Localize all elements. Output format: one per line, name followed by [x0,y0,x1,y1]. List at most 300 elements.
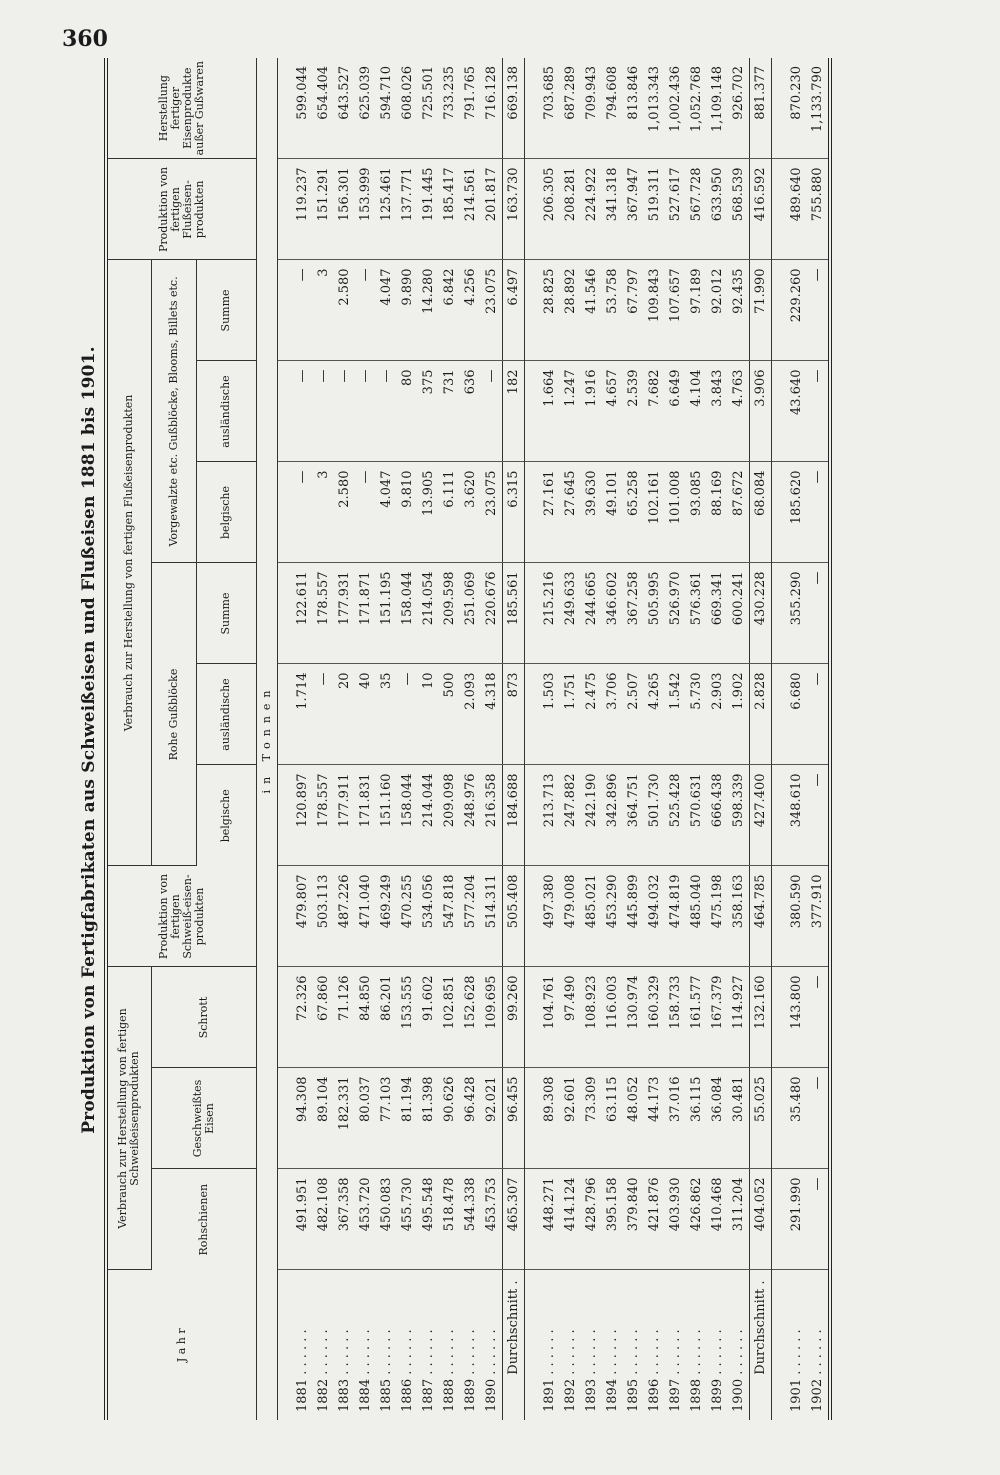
table-row [334,58,355,1420]
value-cell: 505.995 [644,563,665,664]
value-cell: 469.249 [376,866,397,967]
table-row [397,58,418,1420]
value-cell: 40 [355,664,376,765]
value-cell: 5.730 [686,664,707,765]
value-cell: 794.608 [602,58,623,159]
value-cell: 96.428 [460,1068,481,1169]
value-cell: 491.951 [292,1169,313,1270]
value-cell: 84.850 [355,967,376,1068]
value-cell: 242.190 [581,765,602,866]
value-cell: 213.713 [539,765,560,866]
year-cell: 1888 . . . . . . [441,1329,457,1412]
value-cell: — [355,260,376,361]
value-cell: 6.111 [439,462,460,563]
value-cell: 23.075 [481,260,503,361]
value-cell: 465.307 [502,1169,524,1270]
value-cell: 421.876 [644,1169,665,1270]
value-cell: 608.026 [397,58,418,159]
year-cell: 1902 . . . . . . [807,1270,830,1420]
value-cell: 4.047 [376,462,397,563]
year-cell: 1882 . . . . . . [315,1329,331,1412]
value-cell: 547.818 [439,866,460,967]
table-row [665,58,686,1420]
header-ingots: Rohe Gußblöcke [151,563,196,866]
value-cell: 341.318 [602,159,623,260]
value-cell: 36.084 [707,1068,728,1169]
value-cell: 495.548 [418,1169,439,1270]
value-cell: 633.950 [707,159,728,260]
value-cell: 470.255 [397,866,418,967]
table-row [623,58,644,1420]
value-cell: — [481,361,503,462]
year-cell: 1884 . . . . . . [357,1329,373,1412]
value-cell: 80 [397,361,418,462]
value-cell: 107.657 [665,260,686,361]
value-cell: 380.590 [786,866,807,967]
value-cell: 514.311 [481,866,503,967]
year-cell: 1887 . . . . . . [420,1329,436,1412]
value-cell: 143.800 [786,967,807,1068]
value-cell: 156.301 [334,159,355,260]
value-cell: 185.620 [786,462,807,563]
value-cell: 114.927 [728,967,750,1068]
value-cell: 77.103 [376,1068,397,1169]
year-cell: Durchschnitt . [749,1270,771,1420]
value-cell: 416.592 [749,159,771,260]
value-cell: 1,052.768 [686,58,707,159]
table-row [581,58,602,1420]
value-cell: 101.008 [665,462,686,563]
value-cell: 125.461 [376,159,397,260]
value-cell: 3.706 [602,664,623,765]
table-row [728,58,750,1420]
header-year: J a h r [106,1270,256,1420]
value-cell: — [807,967,830,1068]
value-cell: 600.241 [728,563,750,664]
value-cell: — [807,664,830,765]
value-cell: 6.649 [665,361,686,462]
value-cell: 3.906 [749,361,771,462]
value-cell: 881.377 [749,58,771,159]
year-cell: 1893 . . . . . . [583,1329,599,1412]
value-cell: 81.398 [418,1068,439,1169]
value-cell: 14.280 [418,260,439,361]
value-cell: 428.796 [581,1169,602,1270]
value-cell: 395.158 [602,1169,623,1270]
value-cell: 403.930 [665,1169,686,1270]
value-cell: 216.358 [481,765,503,866]
value-cell: 191.445 [418,159,439,260]
value-cell: 1.916 [581,361,602,462]
value-cell: 88.169 [707,462,728,563]
value-cell: 7.682 [644,361,665,462]
value-cell: 2.580 [334,462,355,563]
value-cell: — [292,260,313,361]
value-cell: 151.195 [376,563,397,664]
value-cell: 427.400 [749,765,771,866]
value-cell: 224.922 [581,159,602,260]
value-cell: 544.338 [460,1169,481,1270]
year-cell: 1896 . . . . . . [646,1329,662,1412]
value-cell: 49.101 [602,462,623,563]
table-row [786,58,807,1420]
value-cell: 4.318 [481,664,503,765]
value-cell: — [313,664,334,765]
value-cell: 594.710 [376,58,397,159]
value-cell: 503.113 [313,866,334,967]
year-cell: 1899 . . . . . . [709,1329,725,1412]
year-cell: 1898 . . . . . . [688,1329,704,1412]
value-cell: 1.503 [539,664,560,765]
value-cell: 599.044 [292,58,313,159]
table-row [292,58,313,1420]
header-prod-weld: Produktion von fertigen Schweiß-eisen-produkten [106,866,256,967]
value-cell: — [355,361,376,462]
value-cell: 63.115 [602,1068,623,1169]
header-prod-flux: Produktion von fertigen Flußeisen-produkten [106,159,256,260]
value-cell: 755.880 [807,159,830,260]
value-cell: 525.428 [665,765,686,866]
value-cell: — [807,260,830,361]
value-cell: 55.025 [749,1068,771,1169]
value-cell: 163.730 [502,159,524,260]
value-cell: 120.897 [292,765,313,866]
value-cell: 177.911 [334,765,355,866]
value-cell: 160.329 [644,967,665,1068]
value-cell: 4.763 [728,361,750,462]
value-cell: 501.730 [644,765,665,866]
value-cell: 72.326 [292,967,313,1068]
header-group-weld: Verbrauch zur Herstellung von fertigen Schweißeisenprodukten [106,967,151,1270]
value-cell: 208.281 [560,159,581,260]
value-cell: 455.730 [397,1169,418,1270]
value-cell: 23.075 [481,462,503,563]
value-cell: 636 [460,361,481,462]
value-cell: 505.408 [502,866,524,967]
value-cell: 3.620 [460,462,481,563]
year-cell: 1901 . . . . . . [788,1329,804,1412]
value-cell: 526.970 [665,563,686,664]
value-cell: 9.810 [397,462,418,563]
table-row [481,58,503,1420]
value-cell: 93.085 [686,462,707,563]
header-ingots-ausl: ausländische [196,664,256,765]
value-cell: — [807,563,830,664]
value-cell: — [807,765,830,866]
average-row [502,58,524,1420]
value-cell: 97.189 [686,260,707,361]
value-cell: 89.308 [539,1068,560,1169]
value-cell: 625.039 [355,58,376,159]
value-cell: — [313,361,334,462]
value-cell: 92.601 [560,1068,581,1169]
value-cell: 348.610 [786,765,807,866]
value-cell: 178.557 [313,765,334,866]
value-cell: 104.761 [539,967,560,1068]
value-cell: 870.230 [786,58,807,159]
header-welded-iron: Geschweißtes Eisen [151,1068,256,1169]
value-cell: — [807,361,830,462]
value-cell: 41.546 [581,260,602,361]
value-cell: 97.490 [560,967,581,1068]
value-cell: 669.138 [502,58,524,159]
header-group-flux: Verbrauch zur Herstellung von fertigen Flußeisenprodukten [106,260,151,866]
value-cell: 687.289 [560,58,581,159]
spacer-row [524,58,539,1420]
value-cell: 158.044 [397,563,418,664]
production-table [104,58,832,1420]
value-cell: 342.896 [602,765,623,866]
value-cell: 10 [418,664,439,765]
value-cell: 214.561 [460,159,481,260]
value-cell: 177.931 [334,563,355,664]
value-cell: 151.291 [313,159,334,260]
value-cell: 13.905 [418,462,439,563]
table-row [539,58,560,1420]
value-cell: 68.084 [749,462,771,563]
value-cell: 35.480 [786,1068,807,1169]
value-cell: 464.785 [749,866,771,967]
year-cell: 1890 . . . . . . [483,1329,499,1412]
table-row [418,58,439,1420]
value-cell: 86.201 [376,967,397,1068]
value-cell: 291.990 [786,1169,807,1270]
value-cell: 132.160 [749,967,771,1068]
value-cell: 364.751 [623,765,644,866]
value-cell: 3 [313,260,334,361]
value-cell: 167.379 [707,967,728,1068]
value-cell: 2.507 [623,664,644,765]
value-cell: 2.828 [749,664,771,765]
value-cell: 99.260 [502,967,524,1068]
units-label: in Tonnen [256,58,277,1420]
value-cell: 90.626 [439,1068,460,1169]
value-cell: 91.602 [418,967,439,1068]
value-cell: 474.819 [665,866,686,967]
table-row [560,58,581,1420]
value-cell: 404.052 [749,1169,771,1270]
year-cell: 1889 . . . . . . [462,1329,478,1412]
value-cell: 71.990 [749,260,771,361]
year-cell: 1897 . . . . . . [667,1329,683,1412]
table-title: Produktion von Fertigfabrikaten aus Schweißeisen und Flußeisen 1881 bis 1901. [79,346,99,1134]
value-cell: 570.631 [686,765,707,866]
value-cell: 1.751 [560,664,581,765]
year-cell: 1881 . . . . . . [294,1329,310,1412]
rotated-table-page [74,60,944,1420]
table-row [602,58,623,1420]
table-row [460,58,481,1420]
table-row [313,58,334,1420]
value-cell: 703.685 [539,58,560,159]
value-cell: 102.851 [439,967,460,1068]
value-cell: 20 [334,664,355,765]
value-cell: 2.539 [623,361,644,462]
value-cell: 81.194 [397,1068,418,1169]
value-cell: 577.204 [460,866,481,967]
value-cell: 489.640 [786,159,807,260]
value-cell: 30.481 [728,1068,750,1169]
value-cell: 598.339 [728,765,750,866]
value-cell: 247.882 [560,765,581,866]
value-cell: 137.771 [397,159,418,260]
value-cell: 94.308 [292,1068,313,1169]
table-row [439,58,460,1420]
value-cell: 926.702 [728,58,750,159]
header-blooms-belg: belgische [196,462,256,563]
value-cell: 67.797 [623,260,644,361]
value-cell: 1.902 [728,664,750,765]
header-blooms-ausl: ausländische [196,361,256,462]
header-blooms-summe: Summe [196,260,256,361]
table-row [807,58,830,1420]
value-cell: 153.555 [397,967,418,1068]
value-cell: 453.753 [481,1169,503,1270]
value-cell: 450.083 [376,1169,397,1270]
value-cell: 3 [313,462,334,563]
value-cell: 445.899 [623,866,644,967]
value-cell: 479.008 [560,866,581,967]
value-cell: 87.672 [728,462,750,563]
value-cell: 1.247 [560,361,581,462]
value-cell: 109.695 [481,967,503,1068]
value-cell: 666.438 [707,765,728,866]
value-cell: 220.676 [481,563,503,664]
value-cell: 44.173 [644,1068,665,1169]
value-cell: 151.160 [376,765,397,866]
value-cell: — [292,361,313,462]
value-cell: 28.825 [539,260,560,361]
value-cell: 2.903 [707,664,728,765]
value-cell: 813.846 [623,58,644,159]
value-cell: 873 [502,664,524,765]
value-cell: 161.577 [686,967,707,1068]
value-cell: 102.161 [644,462,665,563]
value-cell: 3.843 [707,361,728,462]
value-cell: 158.733 [665,967,686,1068]
value-cell: 377.910 [807,866,830,967]
value-cell: 182 [502,361,524,462]
value-cell: 426.862 [686,1169,707,1270]
value-cell: — [376,361,397,462]
value-cell: 4.047 [376,260,397,361]
value-cell: 367.947 [623,159,644,260]
value-cell: 4.657 [602,361,623,462]
table-row [644,58,665,1420]
value-cell: — [807,462,830,563]
value-cell: 654.404 [313,58,334,159]
header-rails: Rohschienen [151,1169,256,1270]
page-number: 360 [62,26,108,52]
value-cell: 453.290 [602,866,623,967]
value-cell: 27.645 [560,462,581,563]
average-row [749,58,771,1420]
value-cell: 108.923 [581,967,602,1068]
table-row [355,58,376,1420]
value-cell: 485.021 [581,866,602,967]
value-cell: 367.358 [334,1169,355,1270]
value-cell: 130.974 [623,967,644,1068]
value-cell: 1,002.436 [665,58,686,159]
value-cell: 733.235 [439,58,460,159]
value-cell: 518.478 [439,1169,460,1270]
value-cell: 358.163 [728,866,750,967]
value-cell: 152.628 [460,967,481,1068]
value-cell: 494.032 [644,866,665,967]
value-cell: 48.052 [623,1068,644,1169]
year-cell: 1886 . . . . . . [399,1329,415,1412]
spacer-row [771,58,786,1420]
value-cell: 36.115 [686,1068,707,1169]
value-cell: 182.331 [334,1068,355,1169]
value-cell: 479.807 [292,866,313,967]
value-cell: 184.688 [502,765,524,866]
value-cell: 2.475 [581,664,602,765]
year-cell: 1895 . . . . . . [625,1329,641,1412]
value-cell: 171.831 [355,765,376,866]
value-cell: — [807,1169,830,1270]
value-cell: 171.871 [355,563,376,664]
year-cell: 1891 . . . . . . [541,1329,557,1412]
value-cell: 576.361 [686,563,707,664]
value-cell: 4.256 [460,260,481,361]
value-cell: 475.198 [707,866,728,967]
value-cell: 1,109.148 [707,58,728,159]
value-cell: — [292,462,313,563]
value-cell: 414.124 [560,1169,581,1270]
value-cell: 346.602 [602,563,623,664]
spacer-row [277,58,292,1420]
value-cell: 92.012 [707,260,728,361]
year-cell: 1885 . . . . . . [378,1329,394,1412]
value-cell: 4.265 [644,664,665,765]
value-cell: 379.840 [623,1169,644,1270]
value-cell: 185.417 [439,159,460,260]
value-cell: 448.271 [539,1169,560,1270]
value-cell: 716.128 [481,58,503,159]
value-cell: 35 [376,664,397,765]
value-cell: 27.161 [539,462,560,563]
value-cell: 158.044 [397,765,418,866]
value-cell: 185.561 [502,563,524,664]
value-cell: — [397,664,418,765]
value-cell: 471.040 [355,866,376,967]
value-cell: 2.093 [460,664,481,765]
year-cell: 1894 . . . . . . [604,1329,620,1412]
value-cell: 791.765 [460,58,481,159]
value-cell: 731 [439,361,460,462]
header-ingots-summe: Summe [196,563,256,664]
value-cell: 119.237 [292,159,313,260]
value-cell: 6.497 [502,260,524,361]
value-cell: 1,133.790 [807,58,830,159]
value-cell: 311.204 [728,1169,750,1270]
value-cell: 709.943 [581,58,602,159]
value-cell: 153.999 [355,159,376,260]
value-cell: 201.817 [481,159,503,260]
value-cell: 355.290 [786,563,807,664]
value-cell: 71.126 [334,967,355,1068]
value-cell: 53.758 [602,260,623,361]
value-cell: 1.664 [539,361,560,462]
value-cell: 485.040 [686,866,707,967]
table-row [707,58,728,1420]
value-cell: 482.108 [313,1169,334,1270]
value-cell: 6.315 [502,462,524,563]
value-cell: 9.890 [397,260,418,361]
value-cell: 669.341 [707,563,728,664]
value-cell: 500 [439,664,460,765]
